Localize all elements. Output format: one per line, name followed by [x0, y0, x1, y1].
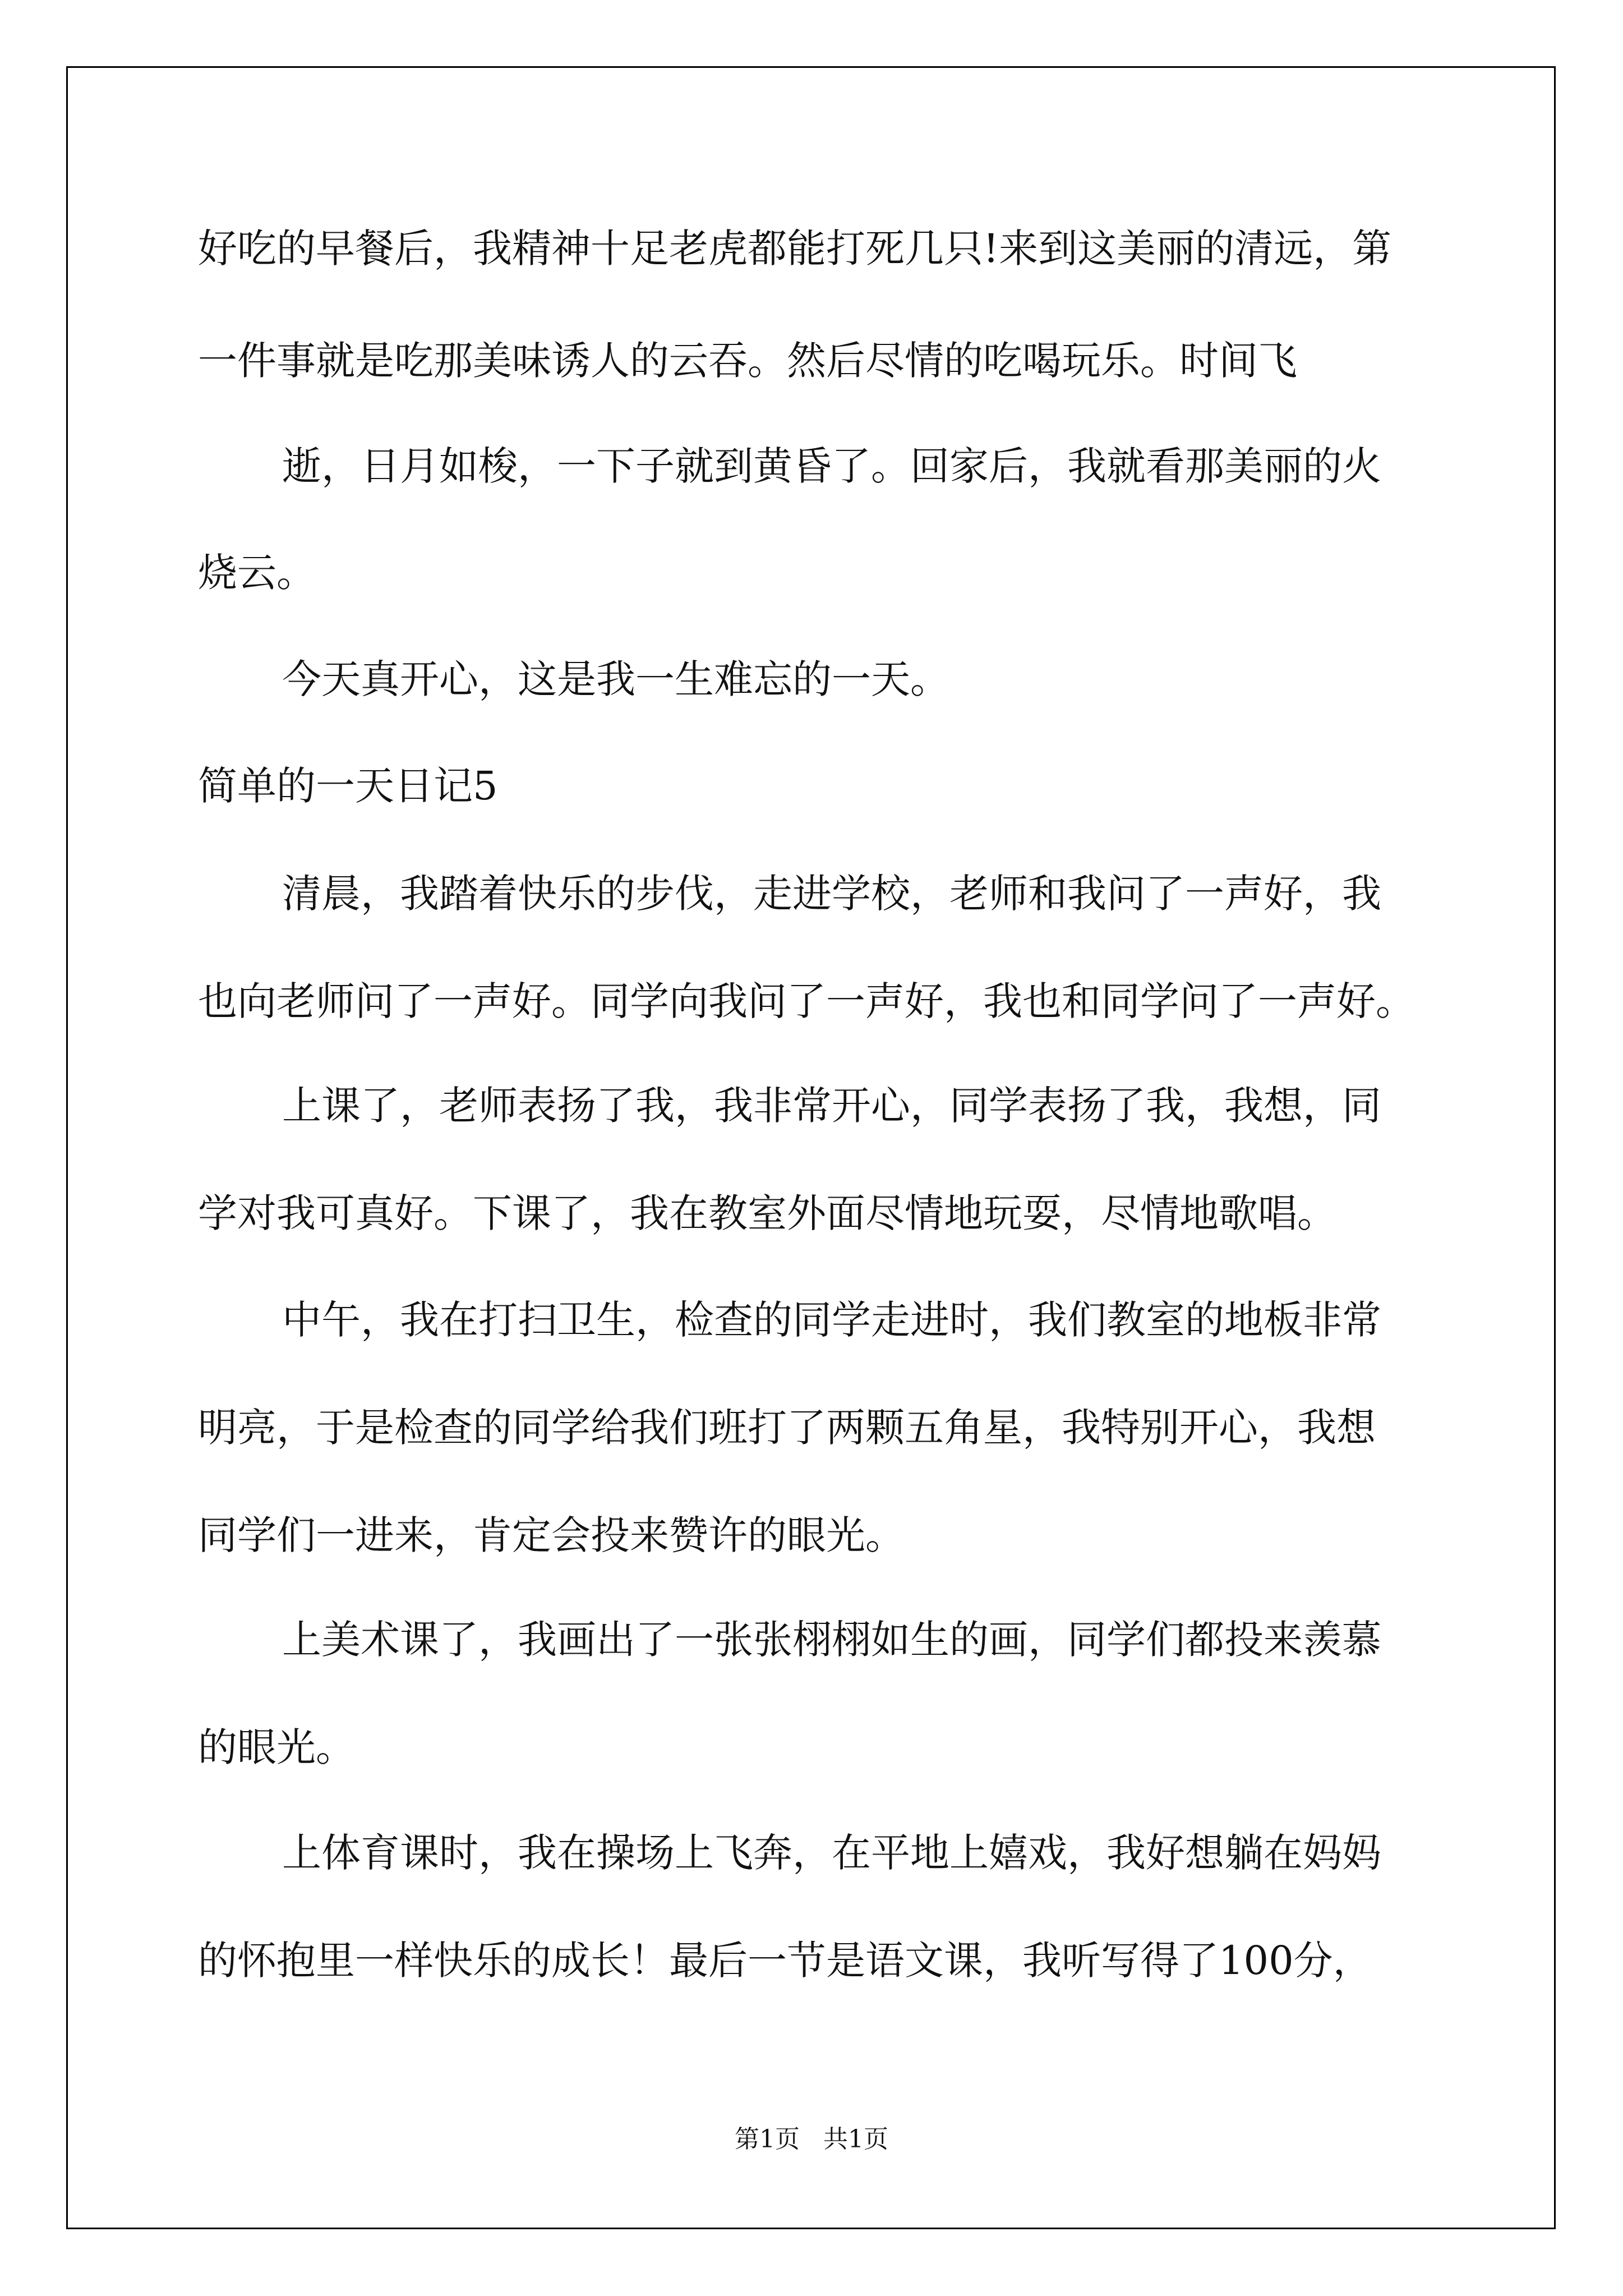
text-line: 清晨，我踏着快乐的步伐，走进学校，老师和我问了一声好，我 [282, 871, 1381, 917]
text-line: 一件事就是吃那美味诱人的云吞。然后尽情的吃喝玩乐。时间飞 [198, 338, 1297, 384]
text-line: 烧云。 [198, 550, 316, 596]
text-line: 明亮，于是检查的同学给我们班打了两颗五角星，我特别开心，我想 [198, 1405, 1376, 1451]
text-line: 上体育课时，我在操场上飞奔，在平地上嬉戏，我好想躺在妈妈 [282, 1830, 1381, 1876]
text-line: 中午，我在打扫卫生，检查的同学走进时，我们教室的地板非常 [282, 1297, 1381, 1343]
section-heading: 简单的一天日记5 [198, 763, 498, 809]
text-line: 学对我可真好。下课了，我在教室外面尽情地玩耍，尽情地歌唱。 [198, 1190, 1336, 1236]
text-line: 上课了，老师表扬了我，我非常开心，同学表扬了我，我想，同 [282, 1083, 1381, 1129]
text-line: 上美术课了，我画出了一张张栩栩如生的画，同学们都投来羡慕 [282, 1617, 1381, 1663]
text-line: 也向老师问了一声好。同学向我问了一声好，我也和同学问了一声好。 [198, 978, 1415, 1024]
text-line: 好吃的早餐后，我精神十足老虎都能打死几只!来到这美丽的清远，第 [198, 226, 1392, 272]
text-line: 今天真开心，这是我一生难忘的一天。 [282, 656, 949, 702]
text-line: 的怀抱里一样快乐的成长！最后一节是语文课，我听写得了100分， [198, 1938, 1372, 1984]
page-footer: 第1页 共1页 [735, 2125, 888, 2154]
text-line: 的眼光。 [198, 1724, 355, 1770]
text-line: 逝，日月如梭，一下子就到黄昏了。回家后，我就看那美丽的火 [282, 443, 1381, 489]
text-line: 同学们一进来，肯定会投来赞许的眼光。 [198, 1512, 905, 1558]
